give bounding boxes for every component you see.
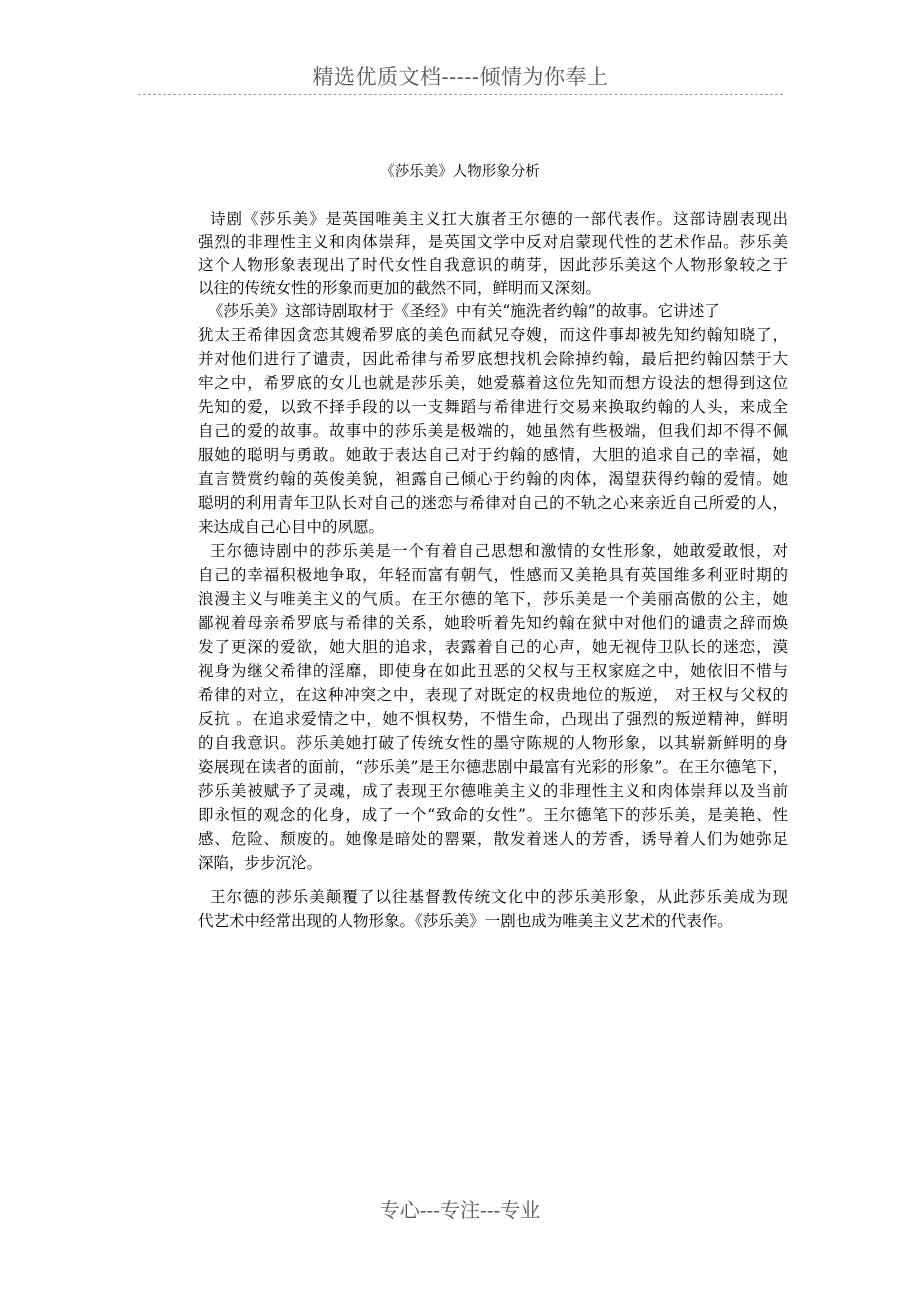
body-line: 以往的传统女性的形象而更加的截然不同，鲜明而又深刻。 [198,279,602,297]
body-line: 的自我意识。莎乐美她打破了传统女性的墨守陈规的人物形象，以其崭新鲜明的身 [198,734,788,752]
body-line: 鄙视着母亲希罗底与希律的关系，她聆听着先知约翰在狱中对他们的谴责之辞而焕 [198,614,788,632]
body-line: 牢之中，希罗底的女儿也就是莎乐美，她爱慕着这位先知而想方设法的想得到这位 [198,374,788,392]
body-line: 感、危险、颓废的。她像是暗处的罂粟，散发着迷人的芳香，诱导着人们为她弥足 [198,830,788,848]
body-line: 并对他们进行了谴责，因此希律与希罗底想找机会除掉约翰，最后把约翰囚禁于大 [198,350,788,368]
body-line: 王尔德诗剧中的莎乐美是一个有着自己思想和激情的女性形象，她敢爱敢恨，对 [198,542,788,560]
body-line: 先知的爱，以致不择手段的以一支舞蹈与希律进行交易来换取约翰的人头，来成全 [198,398,788,416]
body-line: 代艺术中经常出现的人物形象。《莎乐美》一剧也成为唯美主义艺术的代表作。 [198,912,733,930]
page-header [138,60,783,95]
body-line: 直言赞赏约翰的英俊美貌，袒露自己倾心于约翰的肉体，渴望获得约翰的爱情。她 [198,470,788,488]
body-line: 这个人物形象表现出了时代女性自我意识的萌芽，因此莎乐美这个人物形象较之于 [198,256,788,274]
body-line: 强烈的非理性主义和肉体崇拜，是英国文学中反对启蒙现代性的艺术作品。莎乐美 [198,233,788,251]
body-line: 自己的幸福积极地争取，年轻而富有朝气，性感而又美艳具有英国维多利亚时期的 [198,566,788,584]
body-line: 姿展现在读者的面前，“莎乐美”是王尔德悲剧中最富有光彩的形象”。在王尔德笔下， [198,758,788,776]
body-line: 诗剧《莎乐美》是英国唯美主义扛大旗者王尔德的一部代表作。这部诗剧表现出 [198,210,788,228]
body-line: 《莎乐美》这部诗剧取材于《圣经》中有关“施洗者约翰”的故事。它讲述了 [198,302,720,320]
body-line: 聪明的利用青年卫队长对自己的迷恋与希律对自己的不轨之心来亲近自己所爱的人， [198,494,788,512]
body-line: 王尔德的莎乐美颠覆了以往基督教传统文化中的莎乐美形象，从此莎乐美成为现 [198,888,788,906]
body-line: 来达成自己心目中的夙愿。 [198,518,385,536]
body-line: 犹太王希律因贪恋其嫂希罗底的美色而弑兄夺嫂，而这件事却被先知约翰知晓了， [198,326,788,344]
body-line: 发了更深的爱欲，她大胆的追求，表露着自己的心声，她无视侍卫队长的迷恋，漠 [198,638,788,656]
page-footer: 专心---专注---专业 [379,1198,541,1222]
body-line: 深陷，步步沉沦。 [198,854,323,872]
document-title: 《莎乐美》人物形象分析 [380,164,540,180]
body-line: 服她的聪明与勇敢。她敢于表达自己对于约翰的感情，大胆的追求自己的幸福，她 [198,446,788,464]
body-line: 即永恒的观念的化身，成了一个“致命的女性”。王尔德笔下的莎乐美，是美艳、性 [198,806,788,824]
body-line: 视身为继父希律的淫靡，即使身在如此丑恶的父权与王权家庭之中，她依旧不惜与 [198,662,788,680]
header-text: 精选优质文档-----倾情为你奉上 [312,65,609,89]
body-line: 自己的爱的故事。故事中的莎乐美是极端的，她虽然有些极端，但我们却不得不佩 [198,422,788,440]
body-line: 浪漫主义与唯美主义的气质。在王尔德的笔下，莎乐美是一个美丽高傲的公主，她 [198,590,788,608]
body-line: 反抗 。在追求爱情之中，她不惧权势，不惜生命，凸现出了强烈的叛逆精神，鲜明 [198,710,788,728]
body-line: 莎乐美被赋予了灵魂，成了表现王尔德唯美主义的非理性主义和肉体崇拜以及当前 [198,782,788,800]
body-line: 希律的对立，在这种冲突之中，表现了对既定的权贵地位的叛逆， 对王权与父权的 [198,686,788,704]
